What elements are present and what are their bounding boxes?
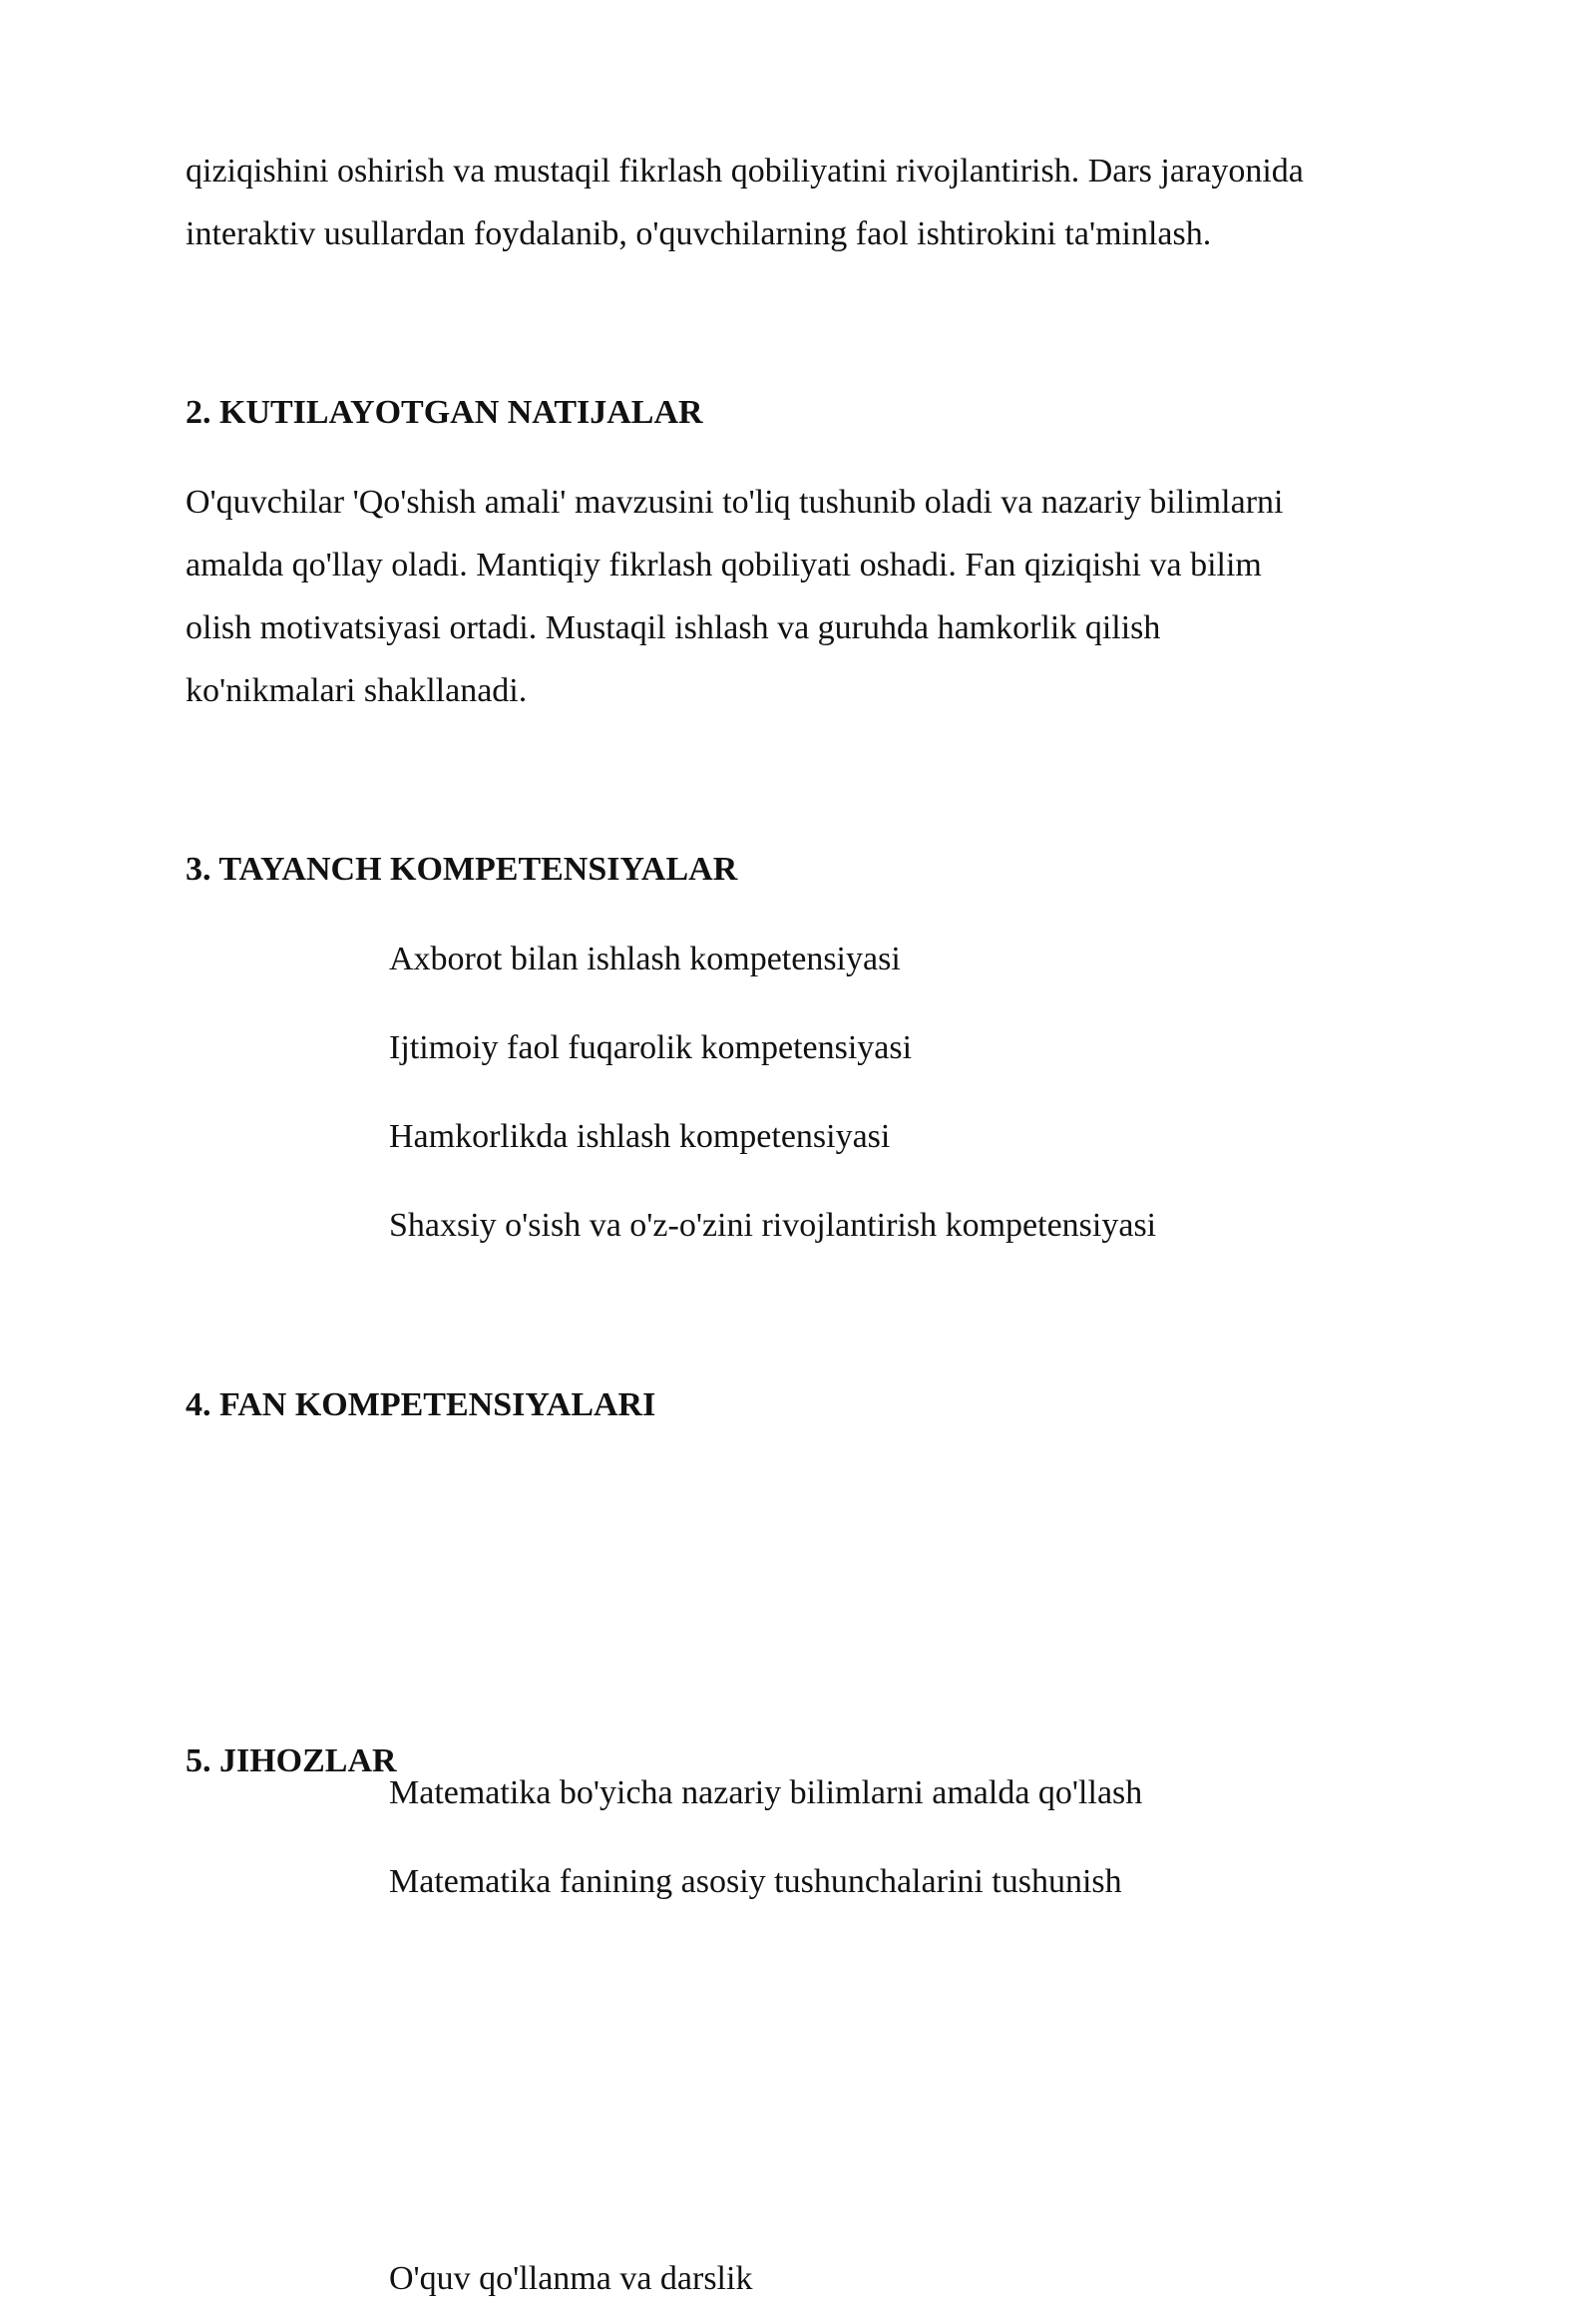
paragraph-line: ko'nikmalari shakllanadi. bbox=[186, 672, 528, 709]
section-heading: 5. JIHOZLAR bbox=[186, 1742, 397, 1779]
paragraph-line: interaktiv usullardan foydalanib, o'quvchilarning faol ishtirokini ta'minlash. bbox=[186, 215, 1212, 252]
list-item: O'quv qo'llanma va darslik bbox=[389, 2260, 753, 2297]
equipment-list bbox=[371, 2259, 1596, 2309]
section-core-competencies bbox=[186, 850, 1416, 890]
core-competencies-list bbox=[371, 940, 1596, 1244]
section-heading: 3. TAYANCH KOMPETENSIYALAR bbox=[186, 851, 738, 888]
paragraph-line: qiziqishini oshirish va mustaqil fikrlash qobiliyatini rivojlantirish. Dars jarayonida bbox=[186, 153, 1304, 190]
expected-results-paragraph bbox=[186, 471, 1416, 722]
paragraph-line: amalda qo'llay oladi. Mantiqiy fikrlash qobiliyati oshadi. Fan qiziqishi va bilim bbox=[186, 547, 1262, 583]
list-item: Axborot bilan ishlash kompetensiyasi bbox=[389, 941, 901, 977]
list-item: Shaxsiy o'sish va o'z-o'zini rivojlantirish kompetensiyasi bbox=[389, 1207, 1157, 1244]
section-expected-results bbox=[186, 393, 1416, 433]
section-heading: 4. FAN KOMPETENSIYALARI bbox=[186, 1386, 656, 1423]
section-subject-competencies bbox=[186, 1385, 1416, 1425]
list-item: Matematika fanining asosiy tushunchalarini tushunish bbox=[389, 1863, 1122, 1900]
subject-competencies-list bbox=[371, 1773, 1596, 1903]
section-equipment bbox=[186, 1741, 1416, 1781]
section-heading: 2. KUTILAYOTGAN NATIJALAR bbox=[186, 394, 703, 431]
intro-paragraph bbox=[186, 140, 1416, 265]
list-item: Hamkorlikda ishlash kompetensiyasi bbox=[389, 1118, 891, 1155]
paragraph-line: olish motivatsiyasi ortadi. Mustaqil ishlash va guruhda hamkorlik qilish bbox=[186, 609, 1161, 646]
list-item: Ijtimoiy faol fuqarolik kompetensiyasi bbox=[389, 1029, 913, 1066]
paragraph-line: O'quvchilar 'Qo'shish amali' mavzusini to'liq tushunib oladi va nazariy bilimlarni bbox=[186, 484, 1284, 521]
list-item: Matematika bo'yicha nazariy bilimlarni amalda qo'llash bbox=[389, 1774, 1143, 1811]
